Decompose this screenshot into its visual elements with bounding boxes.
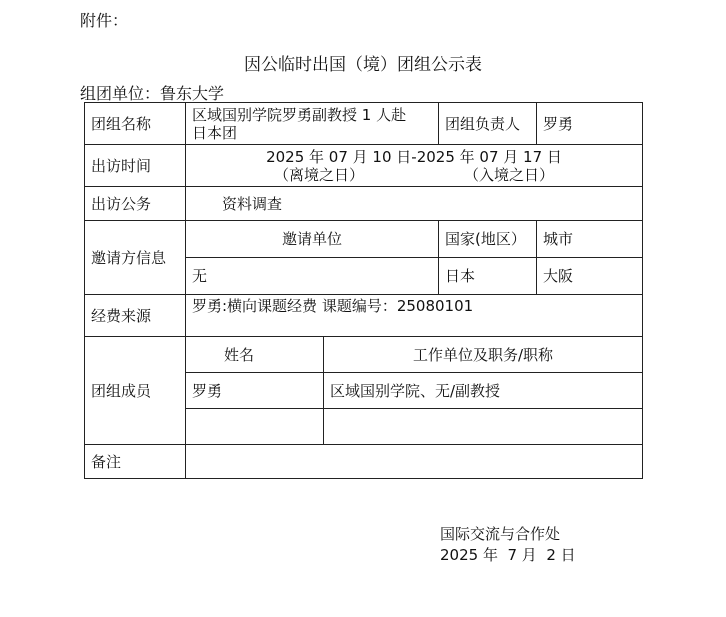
inviter-city-header: 城市	[537, 221, 643, 258]
member-name	[186, 409, 324, 445]
org-unit-label: 组团单位：	[80, 84, 161, 103]
leader-value: 罗勇	[537, 103, 643, 145]
group-name-label: 团组名称	[85, 103, 186, 145]
entry-note: （入境之日）	[464, 165, 555, 184]
visit-time-value	[186, 145, 643, 187]
page-title: 因公临时出国（境）团组公示表	[244, 55, 482, 75]
visit-time-label: 出访时间	[85, 145, 186, 187]
visit-purpose-label: 出访公务	[85, 187, 186, 221]
issuer-name: 国际交流与合作处	[440, 525, 561, 543]
leader-label: 团组负责人	[439, 103, 537, 145]
row-remarks	[85, 445, 643, 479]
row-funding	[85, 295, 643, 337]
row-members-header	[85, 337, 643, 373]
group-name-line1: 区域国别学院罗勇副教授 1 人赴	[192, 105, 407, 124]
funding-value: 罗勇:横向课题经费 课题编号：25080101	[186, 295, 643, 337]
visit-time-range: 2025 年 07 月 10 日-2025 年 07 月 17 日	[266, 147, 562, 166]
member-name: 罗勇	[186, 373, 324, 409]
org-unit-value: 鲁东大学	[160, 84, 225, 103]
row-group-name	[85, 103, 643, 145]
inviter-country-value: 日本	[439, 258, 537, 295]
member-position: 区域国别学院、无/副教授	[324, 373, 643, 409]
members-label: 团组成员	[85, 337, 186, 445]
funding-label: 经费来源	[85, 295, 186, 337]
inviter-unit-value: 无	[186, 258, 439, 295]
inviter-city-value: 大阪	[537, 258, 643, 295]
row-visit-time	[85, 145, 643, 187]
org-unit-line	[80, 81, 224, 104]
remarks-label: 备注	[85, 445, 186, 479]
publicity-form-table	[84, 102, 643, 479]
inviter-country-header: 国家(地区）	[439, 221, 537, 258]
members-name-header: 姓名	[186, 337, 324, 373]
group-name-value	[186, 103, 439, 145]
visit-purpose-value: 资料调查	[186, 187, 643, 221]
row-inviter-header	[85, 221, 643, 258]
member-position	[324, 409, 643, 445]
inviter-label: 邀请方信息	[85, 221, 186, 295]
visit-time-notes	[192, 166, 636, 184]
issue-date: 2025 年 7 月 2 日	[440, 546, 576, 564]
departure-note: （离境之日）	[273, 165, 364, 184]
attachment-label: 附件：	[80, 11, 129, 30]
group-name-line2: 日本团	[192, 123, 238, 142]
members-position-header: 工作单位及职务/职称	[324, 337, 643, 373]
row-visit-purpose	[85, 187, 643, 221]
inviter-unit-header: 邀请单位	[186, 221, 439, 258]
remarks-value	[186, 445, 643, 479]
